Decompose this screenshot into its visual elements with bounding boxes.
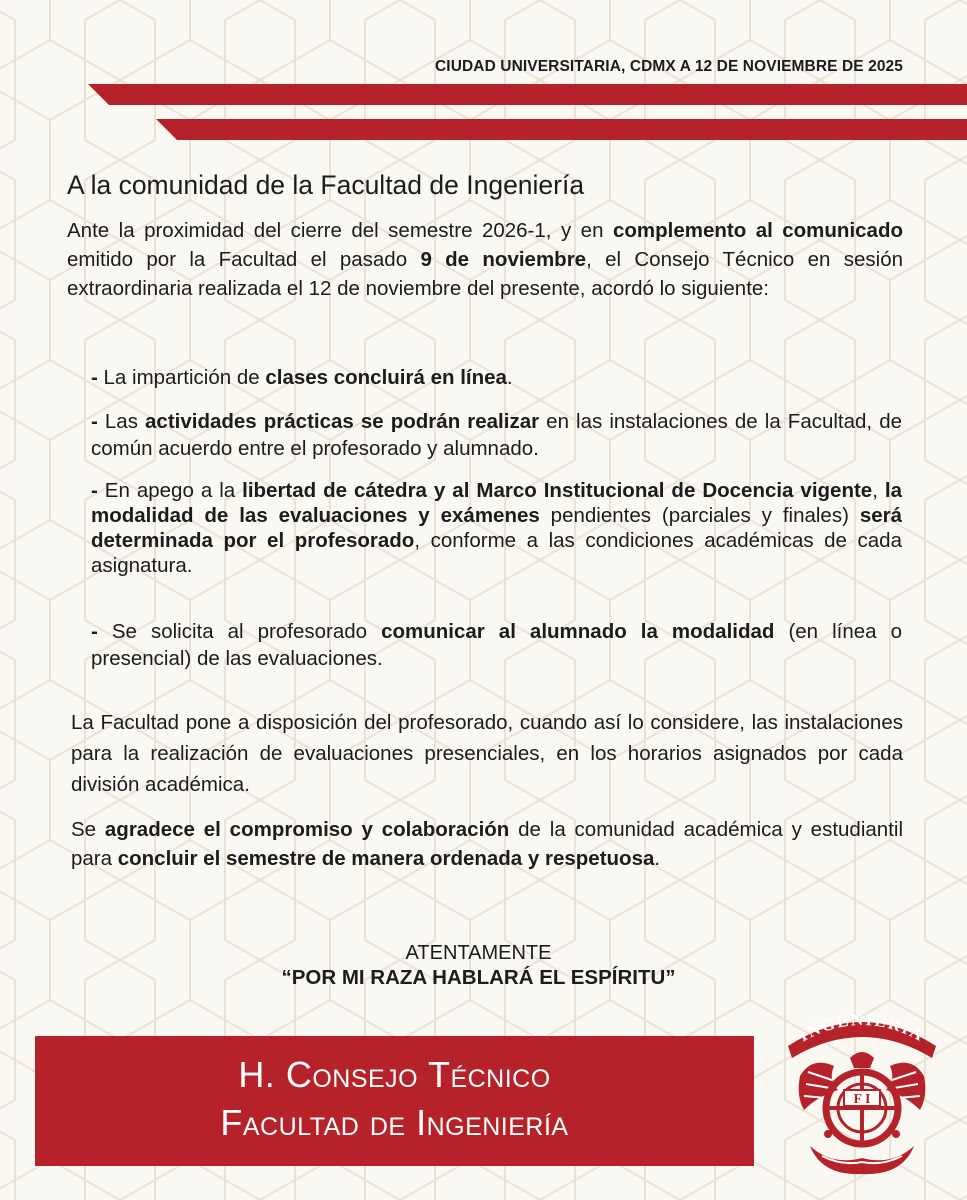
red-stripe-bottom [156,119,967,140]
seal-monogram: F I [853,1092,871,1107]
list-item [91,363,902,392]
intro-text-3: , el Consejo Técnico en sesión extraordinaria realizada el 12 de noviembre del presente, acordó lo siguiente: [67,248,904,300]
item-bold: libertad de cátedra y al Marco Institucional de Docencia vigente [242,479,873,502]
item-text: Las [97,410,146,433]
intro-text-2: emitido por la Facultad el pasado [67,248,421,271]
item-bold: actividades prácticas se podrán realizar [145,410,540,433]
item-dash: - [91,479,98,502]
item-text: en las instalaciones de la Facultad, de común acuerdo entre el profesorado y alumnado. [91,410,902,460]
item-text: Se solicita al profesorado [97,620,382,643]
signature-salutation: ATENTAMENTE [405,942,552,964]
list-item [91,618,902,672]
item-text: (en línea o presencial) de las evaluaciones. [91,620,902,670]
closing-bold: concluir el semestre de manera ordenada y respetuosa [117,847,655,870]
item-text: , conforme a las condiciones académicas de cada asignatura. [91,529,902,577]
seal-title: INGENIERIA [795,1009,929,1046]
closing-text: Se [71,818,105,841]
closing-bold: agradece el compromiso y colaboración [104,818,510,841]
faculty-seal-icon [782,1006,942,1186]
dateline: CIUDAD UNIVERSITARIA, CDMX A 12 DE NOVIEMBRE DE 2025 [435,58,903,75]
closing-text: . [654,847,661,870]
item-text: La impartición de [97,366,266,389]
item-text: . [506,366,513,389]
list-item [91,478,902,578]
red-stripe-top [88,84,967,105]
banner-faculty: Facultad de Ingeniería [220,1102,569,1143]
item-text: En apego a la [97,479,243,502]
intro-paragraph [67,216,903,303]
item-dash: - [91,366,98,389]
item-bold: será determinada por el profesorado [91,504,902,552]
item-dash: - [91,410,98,433]
item-bold: la modalidad de las evaluaciones y exámenes [91,479,902,527]
item-bold: clases concluirá en línea [265,366,507,389]
item-bold: comunicar al alumnado la modalidad [381,620,775,643]
item-dash: - [91,620,98,643]
item-text: pendientes (parciales y finales) [539,504,860,527]
intro-bold-1: complemento al comunicado [612,219,903,242]
closing-paragraph-2 [71,815,903,873]
intro-text-1: Ante la proximidad del cierre del semestre 2026-1, y en [67,219,613,242]
signature-banner [35,1036,754,1166]
item-text: , [872,479,885,502]
intro-bold-2: 9 de noviembre [420,248,587,271]
banner-council: H. Consejo Técnico [238,1054,551,1095]
closing-paragraph-1: La Facultad pone a disposición del profesorado, cuando así lo considere, las instalaciones para la realización de evaluaciones presenciales, en los horarios asignados por cada división académica. [71,711,903,796]
list-item [91,408,902,462]
closing-text: de la comunidad académica y estudiantil para [71,818,903,870]
signature-motto: “POR MI RAZA HABLARÁ EL ESPÍRITU” [281,966,676,989]
page-heading: A la comunidad de la Facultad de Ingeniería [67,170,585,200]
